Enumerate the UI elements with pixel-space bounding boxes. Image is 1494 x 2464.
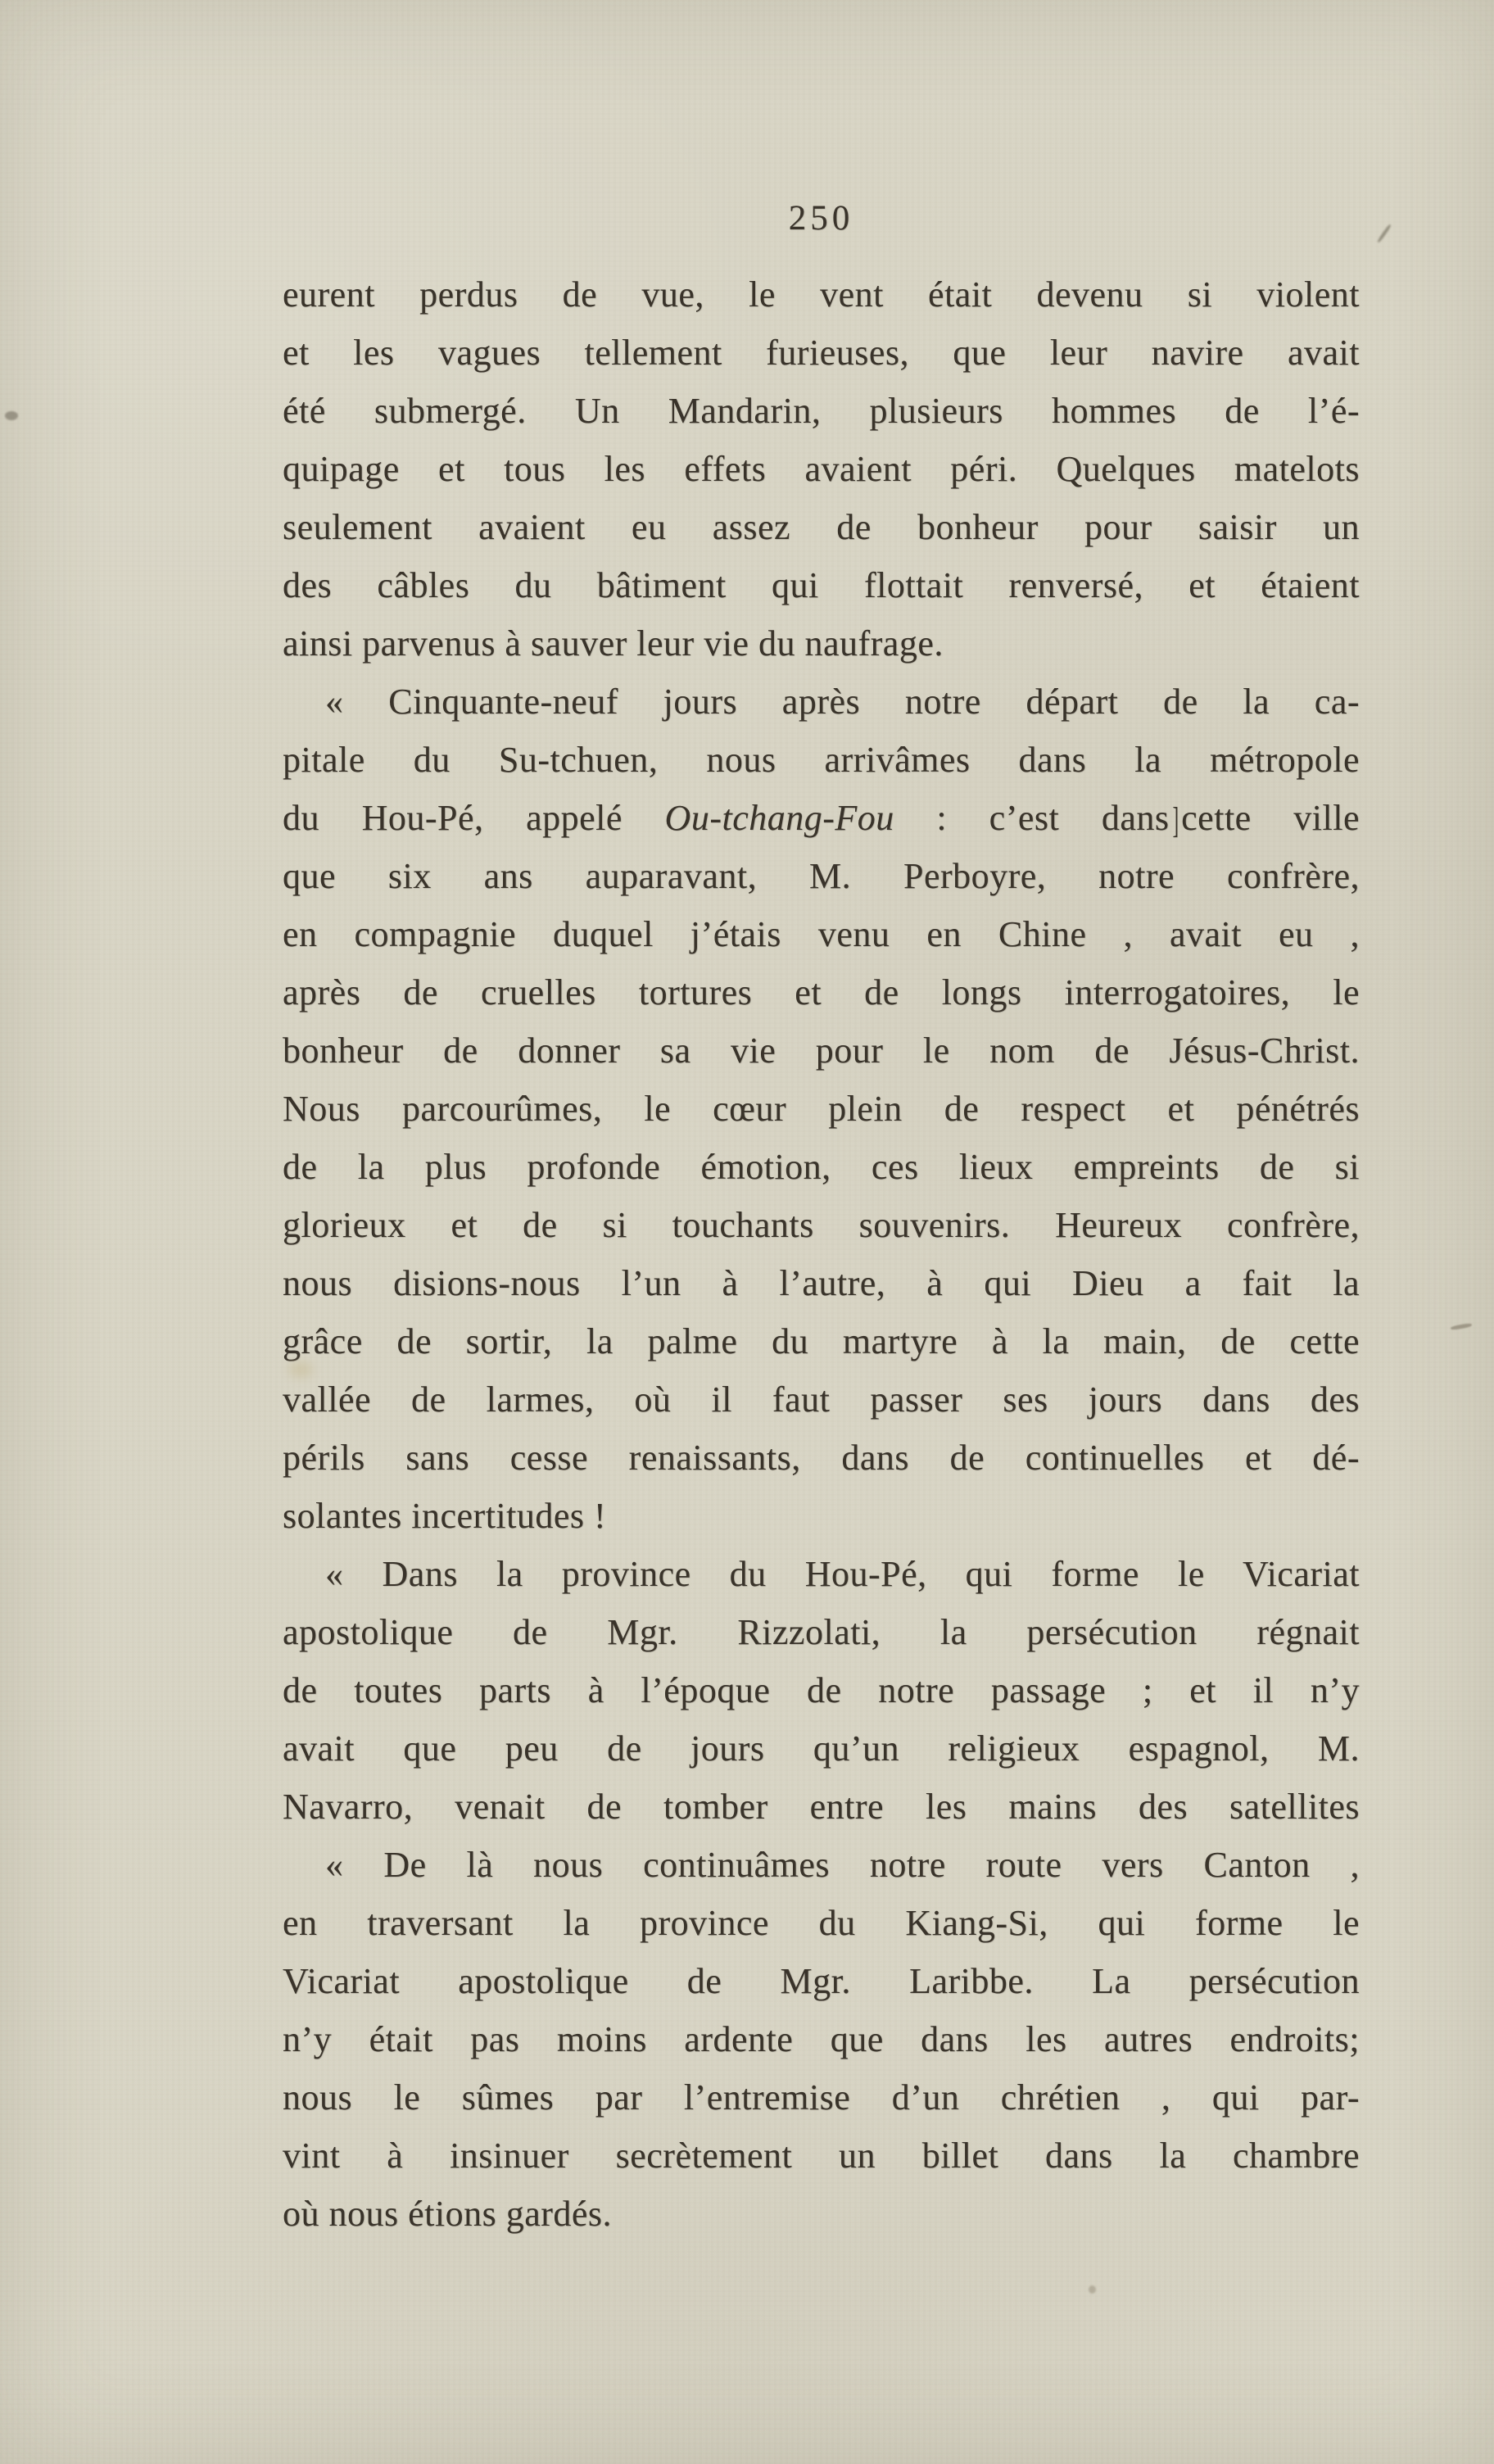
text-segment: des câbles du bâtiment qui flottait renversé, et étaient: [283, 565, 1360, 605]
text-line: [283, 440, 1360, 498]
text-segment: vallée de larmes, où il faut passer ses jours dans des: [283, 1379, 1360, 1420]
margin-speck-left: [5, 411, 18, 420]
text-segment: glorieux et de si touchants souvenirs. Heureux confrère,: [283, 1205, 1360, 1245]
text-line: [283, 1778, 1360, 1836]
text-line: [283, 1719, 1360, 1778]
text-segment: cette ville: [1181, 798, 1360, 838]
text-line: [283, 1487, 1360, 1545]
text-segment: où nous étions gardés.: [283, 2194, 613, 2234]
text-line: [283, 556, 1360, 614]
text-segment: avait que peu de jours qu’un religieux espagnol, M.: [283, 1728, 1360, 1769]
text-segment: et les vagues tellement furieuses, que leur navire avait: [283, 333, 1360, 373]
text-line: [283, 1312, 1360, 1370]
text-line: [283, 2127, 1360, 2185]
paper-speck-bottom: [1089, 2285, 1096, 2294]
text-line: [283, 847, 1360, 905]
text-line: [283, 1894, 1360, 1952]
text-line: [283, 2068, 1360, 2127]
text-line: [283, 1196, 1360, 1254]
italic-place-name: Ou-tchang-Fou: [664, 798, 894, 838]
text-segment: vint à insinuer secrètement un billet dans la chambre: [283, 2136, 1360, 2176]
text-segment: « De là nous continuâmes notre route vers Canton ,: [325, 1845, 1360, 1885]
paper-stain: [288, 1361, 313, 1378]
text-line: [283, 614, 1360, 673]
text-segment: en traversant la province du Kiang-Si, qui forme le: [283, 1903, 1360, 1943]
text-line: [283, 1603, 1360, 1661]
text-line: [283, 963, 1360, 1021]
text-line: [283, 905, 1360, 963]
text-line: [283, 2185, 1360, 2243]
text-segment: pitale du Su-tchuen, nous arrivâmes dans la métropole: [283, 740, 1360, 780]
text-line: [283, 1545, 1360, 1603]
text-segment: n’y était pas moins ardente que dans les autres endroits;: [283, 2019, 1360, 2059]
print-artifact: ]: [1172, 800, 1179, 840]
text-line: [283, 1021, 1360, 1080]
text-segment: : c’est dans: [894, 798, 1170, 838]
text-segment: seulement avaient eu assez de bonheur pour saisir un: [283, 507, 1360, 547]
text-segment: été submergé. Un Mandarin, plusieurs hommes de l’é-: [283, 391, 1360, 431]
text-segment: « Cinquante-neuf jours après notre départ de la ca-: [325, 682, 1360, 722]
text-line: [283, 1661, 1360, 1719]
text-segment: du Hou-Pé, appelé: [283, 798, 665, 838]
text-segment: Vicariat apostolique de Mgr. Laribbe. La persécution: [283, 1961, 1360, 2001]
text-segment: après de cruelles tortures et de longs interrogatoires, le: [283, 972, 1360, 1012]
text-line: [283, 2010, 1360, 2068]
text-segment: Navarro, venait de tomber entre les mains des satellites: [283, 1787, 1360, 1827]
text-line: [283, 673, 1360, 731]
text-line: [283, 382, 1360, 440]
margin-dash-right: [1451, 1323, 1472, 1330]
text-segment: solantes incertitudes !: [283, 1496, 607, 1536]
text-line: [283, 1429, 1360, 1487]
text-segment: nous disions-nous l’un à l’autre, à qui Dieu a fait la: [283, 1263, 1360, 1303]
text-line: [283, 324, 1360, 382]
text-segment: quipage et tous les effets avaient péri. Quelques matelots: [283, 449, 1360, 489]
text-segment: que six ans auparavant, M. Perboyre, notre confrère,: [283, 856, 1360, 896]
text-line: [283, 1138, 1360, 1196]
text-segment: de la plus profonde émotion, ces lieux empreints de si: [283, 1147, 1360, 1187]
text-line: [283, 1370, 1360, 1429]
stray-ink-mark-top-right: [1377, 224, 1392, 243]
page-number: 250: [788, 199, 854, 238]
text-line: [283, 1080, 1360, 1138]
text-line: [283, 731, 1360, 789]
text-segment: en compagnie duquel j’étais venu en Chine , avait eu ,: [283, 914, 1360, 954]
text-segment: ainsi parvenus à sauver leur vie du naufrage.: [283, 623, 944, 664]
text-segment: nous le sûmes par l’entremise d’un chrétien , qui par-: [283, 2077, 1360, 2118]
text-segment: grâce de sortir, la palme du martyre à la main, de cette: [283, 1321, 1360, 1361]
text-line: [283, 265, 1360, 324]
text-line: [283, 789, 1360, 847]
text-segment: « Dans la province du Hou-Pé, qui forme le Vicariat: [325, 1554, 1360, 1594]
text-segment: apostolique de Mgr. Rizzolati, la persécution régnait: [283, 1612, 1360, 1652]
text-segment: périls sans cesse renaissants, dans de continuelles et dé-: [283, 1438, 1360, 1478]
text-line: [283, 1952, 1360, 2010]
text-segment: eurent perdus de vue, le vent était devenu si violent: [283, 274, 1360, 315]
text-segment: bonheur de donner sa vie pour le nom de Jésus-Christ.: [283, 1030, 1360, 1071]
text-line: [283, 1836, 1360, 1894]
text-segment: de toutes parts à l’époque de notre passage ; et il n’y: [283, 1670, 1360, 1710]
text-block: [283, 265, 1360, 2243]
text-line: [283, 498, 1360, 556]
text-line: [283, 1254, 1360, 1312]
text-segment: Nous parcourûmes, le cœur plein de respect et pénétrés: [283, 1089, 1360, 1129]
